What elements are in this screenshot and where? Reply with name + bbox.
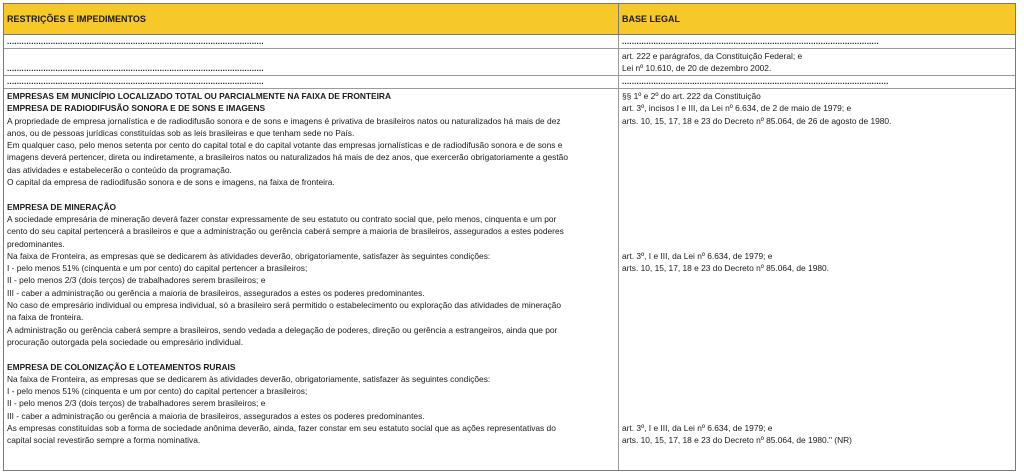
- restrictions-text: [4, 89, 619, 470]
- text-line: predominantes.: [7, 238, 65, 249]
- spacer-line: [622, 287, 1012, 299]
- placeholder-dots: ..............................................................................................................: [622, 77, 889, 86]
- section-heading: EMPRESA DE MINERAÇÃO: [7, 201, 117, 212]
- placeholder-dots: ..........................................................................................................: [622, 37, 879, 46]
- spacer-line: [622, 410, 1012, 422]
- placeholder-dots: ..........................................................................................................: [7, 77, 264, 86]
- spacer-line: [622, 164, 1012, 176]
- spacer-line: [622, 385, 1012, 397]
- legal-reference: Lei nº 10.610, de 20 de dezembro 2002.: [622, 63, 772, 74]
- spacer-line: [622, 225, 1012, 237]
- placeholder-dots: ..........................................................................................................: [7, 64, 264, 73]
- legal-reference: art. 3º, incisos I e III, da Lei nº 6.634, de 2 de maio de 1979; e: [622, 103, 852, 114]
- table-row: [4, 35, 1015, 49]
- table-cell: [619, 76, 1015, 88]
- spacer-line: [622, 274, 1012, 286]
- spacer-line: [622, 151, 1012, 163]
- text-line: [7, 348, 615, 360]
- text-line: III - caber a administração ou gerência a maioria de brasileiros, assegurados a estes os poderes predominantes.: [7, 410, 425, 421]
- spacer-line: [622, 176, 1012, 188]
- spacer-line: [622, 139, 1012, 151]
- header-restrictions: RESTRIÇÕES E IMPEDIMENTOS: [4, 4, 619, 35]
- table-cell: [619, 49, 1015, 75]
- text-line: A sociedade empresária de mineração deverá fazer constar expressamente de seu estatuto ou contrato social que, pelo menos, cinquenta e um por: [7, 213, 557, 224]
- legal-reference: arts. 10, 15, 17, 18 e 23 do Decreto nº 85.064, de 1980." (NR): [622, 435, 852, 446]
- text-line: As empresas constituídas sob a forma de sociedade anônima deverão, ainda, fazer constar em seu estatuto social que as ações representativas do: [7, 423, 556, 434]
- text-line: II - pelo menos 2/3 (dois terços) de trabalhadores serem brasileiros; e: [7, 275, 266, 286]
- table-row: [4, 49, 1015, 76]
- table-cell: [4, 76, 619, 88]
- legal-basis-text: [619, 89, 1015, 470]
- text-line: I - pelo menos 51% (cinquenta e um por cento) do capital pertencer a brasileiros;: [7, 263, 308, 274]
- legal-table: [3, 3, 1016, 471]
- spacer-line: [622, 348, 1012, 360]
- spacer-line: [622, 127, 1012, 139]
- table-row: [4, 76, 1015, 89]
- legal-reference: art. 3º, I e III, da Lei nº 6.634, de 1979; e: [622, 250, 773, 261]
- text-line: procuração outorgada pela sociedade ou empresário individual.: [7, 336, 244, 347]
- spacer-line: [622, 361, 1012, 373]
- text-line: Em qualquer caso, pelo menos setenta por cento do capital total e do capital votante das empresas jornalísticas e de radiodifusão sonora e de sons e: [7, 140, 563, 151]
- text-line: [7, 188, 615, 200]
- text-line: II - pelo menos 2/3 (dois terços) de trabalhadores serem brasileiros; e: [7, 398, 266, 409]
- spacer-line: [622, 299, 1012, 311]
- table-cell: [4, 49, 619, 75]
- text-line: imagens deverá pertencer, direta ou indiretamente, a brasileiros natos ou naturalizados há mais de dez anos, que exercerão obrigatoriamente a gestão: [7, 152, 568, 163]
- text-line: III - caber a administração ou gerência a maioria de brasileiros, assegurados a estes os poderes predominantes.: [7, 287, 425, 298]
- table-cell: [619, 35, 1015, 48]
- text-line: Na faixa de Fronteira, as empresas que se dedicarem às atividades deverão, obrigatoriamente, satisfazer às seguintes condições:: [7, 250, 491, 261]
- spacer-line: [622, 188, 1012, 200]
- table-cell: [4, 35, 619, 48]
- text-line: O capital da empresa de radiodifusão sonora e de sons e imagens, na faixa de fronteira.: [7, 177, 335, 188]
- spacer-line: [622, 373, 1012, 385]
- text-line: cento do seu capital pertencerá a brasileiros e que a administração ou gerência caberá sempre a maioria de brasileiros, assegurados a estes poderes: [7, 226, 564, 237]
- spacer-line: [622, 311, 1012, 323]
- legal-reference: §§ 1º e 2º do art. 222 da Constituição: [622, 91, 761, 101]
- spacer-line: [622, 336, 1012, 348]
- text-line: A propriedade de empresa jornalística e de radiodifusão sonora e de sons e imagens é privativa de brasileiros natos ou naturalizados há mais de dez: [7, 115, 561, 126]
- legal-reference: art. 222 e parágrafos, da Constituição Federal; e: [622, 51, 803, 61]
- section-heading: EMPRESAS EM MUNICÍPIO LOCALIZADO TOTAL OU PARCIALMENTE NA FAIXA DE FRONTEIRA: [7, 91, 392, 101]
- spacer-line: [622, 213, 1012, 225]
- spacer-line: [622, 397, 1012, 409]
- text-line: Na faixa de Fronteira, as empresas que se dedicarem às atividades deverão, obrigatoriamente, satisfazer às seguintes condições:: [7, 373, 491, 384]
- spacer-line: [622, 324, 1012, 336]
- legal-reference: arts. 10, 15, 17, 18 e 23 do Decreto nº 85.064, de 1980.: [622, 263, 829, 274]
- spacer-line: [622, 238, 1012, 250]
- text-line: capital social revestirão sempre a forma nominativa.: [7, 435, 201, 446]
- text-line: anos, ou de pessoas jurídicas constituídas sob as leis brasileiras e que tenham sede no País.: [7, 127, 355, 138]
- text-line: I - pelo menos 51% (cinquenta e um por cento) do capital pertencer a brasileiros;: [7, 386, 308, 397]
- header-legal-basis: BASE LEGAL: [619, 4, 1015, 35]
- text-line: A administração ou gerência caberá sempre a brasileiros, sendo vedada a delegação de poderes, direção ou gerência a estrangeiros, ainda que por: [7, 324, 558, 335]
- spacer-line: [622, 201, 1012, 213]
- text-line: na faixa de fronteira.: [7, 312, 84, 323]
- legal-reference: arts. 10, 15, 17, 18 e 23 do Decreto nº 85.064, de 26 de agosto de 1980.: [622, 115, 892, 126]
- table-row-main: [4, 89, 1015, 470]
- section-heading: EMPRESA DE RADIODIFUSÃO SONORA E DE SONS E IMAGENS: [7, 103, 266, 114]
- placeholder-dots: ..........................................................................................................: [7, 37, 264, 46]
- section-heading: EMPRESA DE COLONIZAÇÃO E LOTEAMENTOS RURAIS: [7, 361, 236, 372]
- legal-reference: art. 3º, I e III, da Lei nº 6.634, de 1979; e: [622, 423, 773, 434]
- text-line: No caso de empresário individual ou empresa individual, só a brasileiro será permitido o estabelecimento ou exploração das atividades de mineração: [7, 300, 561, 311]
- text-line: das atividades e estabelecerão o conteúdo da programação.: [7, 164, 232, 175]
